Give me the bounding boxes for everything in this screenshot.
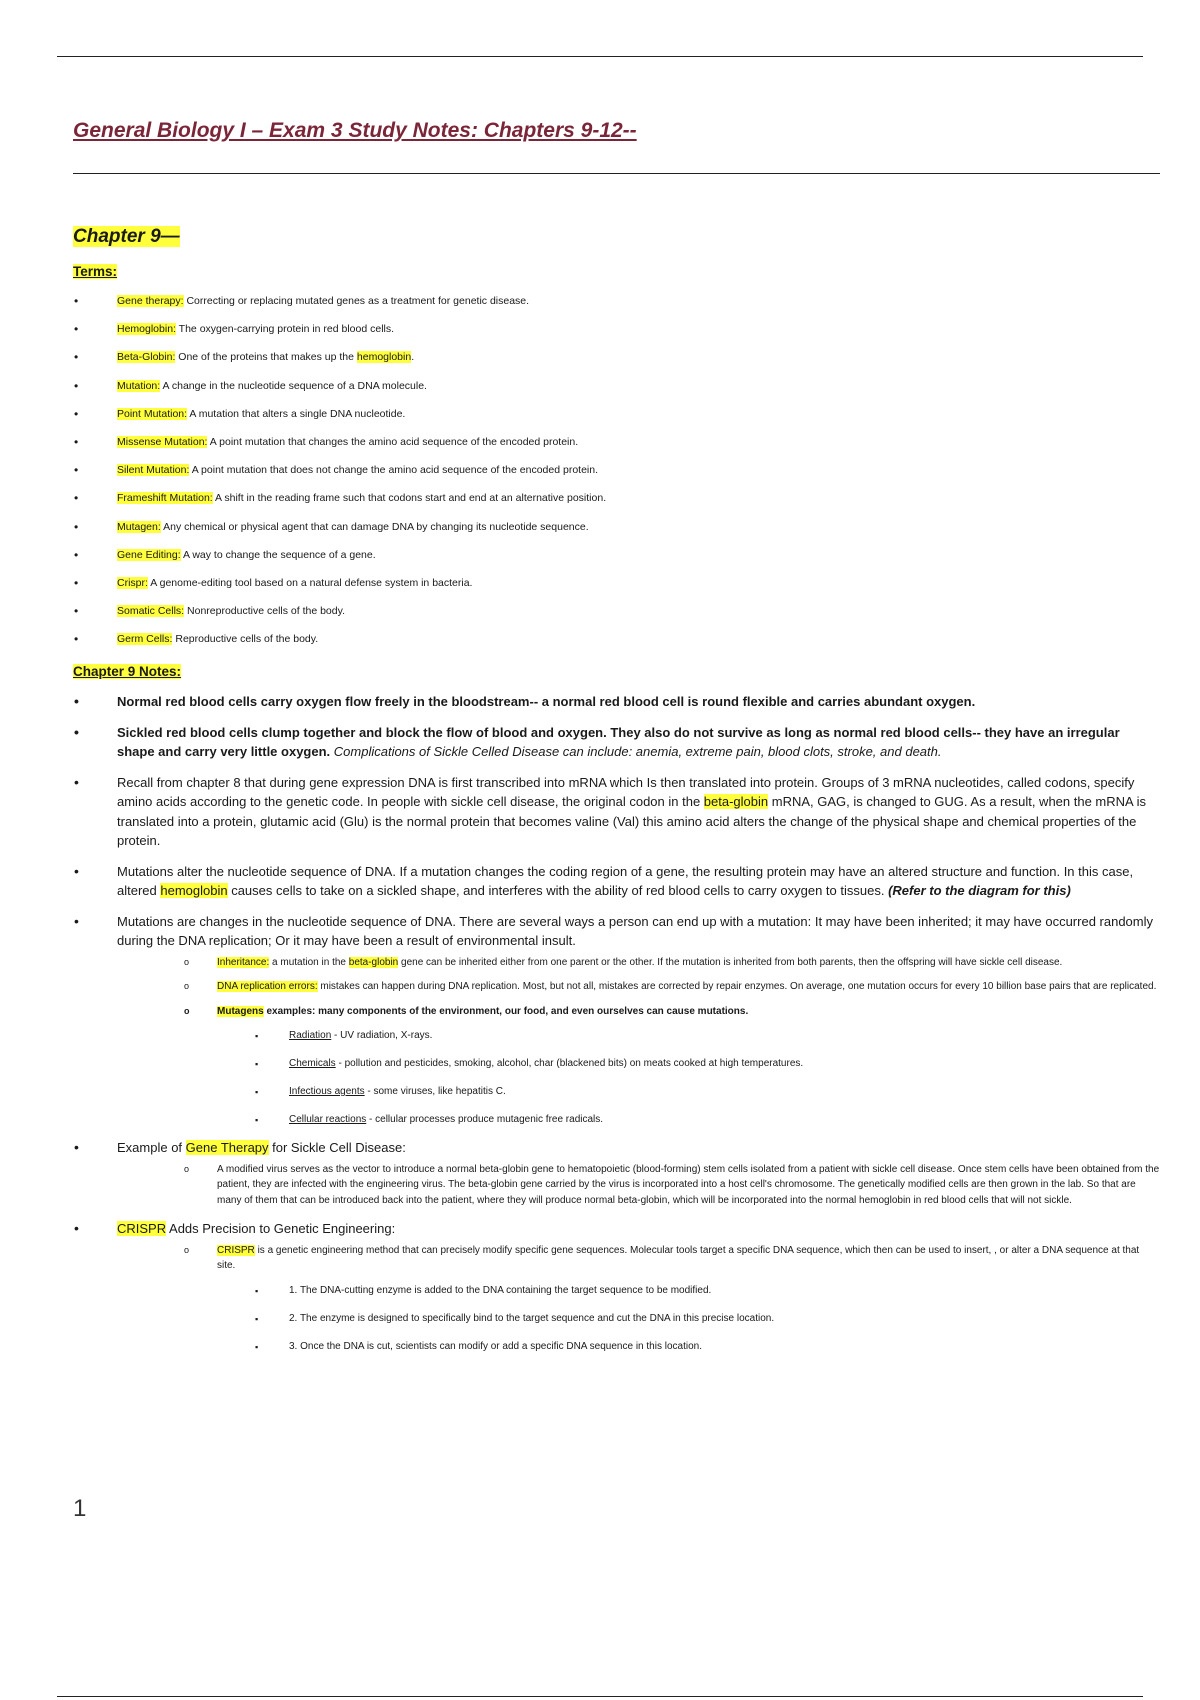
highlighted-word: beta-globin [348,956,399,968]
term-item [0,435,606,463]
term-definition: Any chemical or physical agent that can damage DNA by changing its nucleotide sequence. [160,520,589,533]
note-text: Adds Precision to Genetic Engineering: [166,1221,396,1236]
term-item [0,350,606,378]
highlighted-term: Mutagens [217,1005,264,1017]
note-text: Sickled red blood cells clump together and block the flow of blood and oxygen. They also do not survive as long as normal red blood cells-- they have an irregular shape and carry very little oxygen. [117,724,1120,759]
note-text: Mutations alter the nucleotide sequence of DNA. If a mutation changes the coding region of a gene, the resulting protein may have an altered structure and function. In this case, altered [117,863,1134,898]
note-italic-text: Complications of Sickle Celled Disease can include: anemia, extreme pain, blood clots, stroke, and death. [330,744,942,759]
mutagen-item [289,1029,1160,1043]
notes-label-text: Chapter 9 Notes: [73,664,182,679]
note-text: Mutations are changes in the nucleotide sequence of DNA. There are several ways a person can end up with a mutation: It may have been inherited; it may have occurred randomly during the DNA replication; Or it may have been a result of environmental insult. [117,913,1154,948]
term-name: Beta-Globin: [117,351,176,364]
term-item [0,632,606,660]
sub-text: mistakes can happen during DNA replication. Most, but not all, mistakes are corrected by repair enzymes. On average, one mutation occurs for every 10 billion base pairs that are replicated. [317,981,1157,992]
term-item [0,407,606,435]
crispr-step: ▪ 1. The DNA-cutting enzyme is added to the DNA containing the target sequence to be modified. [289,1284,1160,1298]
term-definition: Nonreproductive cells of the body. [184,605,346,618]
term-name: Gene therapy: [117,295,184,307]
highlighted-term: DNA replication errors: [217,981,318,992]
footer-rule [57,1696,1143,1697]
gene-therapy-list [117,1162,1160,1209]
crispr-step: ▪ 2. The enzyme is designed to specifically bind to the target sequence and cut the DNA in this precise location. [289,1312,1160,1326]
mutagen-text: - some viruses, like hepatitis C. [364,1086,506,1097]
chapter-heading-text: Chapter 9— [73,226,180,247]
term-item [0,604,606,632]
crispr-list [117,1243,1160,1354]
mutagen-item [289,1113,1160,1127]
note-text: Normal red blood cells carry oxygen flow freely in the bloodstream-- a normal red blood cell is round flexible and carries abundant oxygen. [117,694,976,709]
note-item [0,692,1160,712]
mutation-causes-list [117,955,1160,1128]
note-text-cont: causes cells to take on a sickled shape, and interferes with the ability of red blood cells to carry oxygen to tissues. [227,883,889,898]
mutagen-examples-list [217,1029,1160,1127]
mutagen-item [289,1085,1160,1099]
term-definition: A point mutation that changes the amino acid sequence of the encoded protein. [207,435,579,448]
notes-label [73,664,181,679]
term-name: Hemoglobin: [117,323,176,336]
term-item [0,548,606,576]
mutagen-name: Cellular reactions [289,1114,367,1125]
term-item [0,491,606,519]
sub-item [217,979,1160,995]
mutagen-text: - UV radiation, X-rays. [331,1030,433,1041]
mutagen-text: - cellular processes produce mutagenic free radicals. [366,1114,604,1125]
term-item [0,463,606,491]
term-name: Gene Editing: [117,548,181,561]
mutagen-name: Infectious agents [289,1086,365,1097]
term-definition: Reproductive cells of the body. [172,633,319,646]
mutagen-name: Radiation [289,1030,332,1041]
term-name: Mutagen: [117,520,161,533]
sub-item [217,1004,1160,1128]
crispr-steps-list [217,1284,1160,1354]
sub-text: examples: many components of the environment, our food, and even ourselves can cause mutations. [263,1005,749,1017]
highlighted-word: hemoglobin [356,351,412,364]
chapter-heading [73,226,180,248]
notes-list [0,692,1160,1368]
term-item [0,294,606,322]
sub-text-cont: gene can be inherited either from one parent or the other. If the mutation is inherited from both parents, then the offspring will have sickle cell disease. [398,956,1063,968]
terms-label [73,264,117,279]
term-item [0,520,606,548]
sub-item [217,1162,1160,1209]
term-definition: A point mutation that does not change the amino acid sequence of the encoded protein. [189,464,599,477]
term-definition: A change in the nucleotide sequence of a DNA molecule. [160,379,427,392]
term-name: Silent Mutation: [117,464,190,477]
term-name: Missense Mutation: [117,435,208,448]
note-item [0,723,1160,762]
term-name: Mutation: [117,379,161,392]
note-reference: (Refer to the diagram for this) [888,883,1071,898]
term-definition: The oxygen-carrying protein in red blood cells. [175,323,395,336]
term-name: Somatic Cells: [117,605,185,618]
document-title: General Biology I – Exam 3 Study Notes: Chapters 9-12-- [73,119,637,142]
highlighted-word: hemoglobin [160,883,228,898]
terms-label-text: Terms: [73,264,118,279]
header-rule [57,56,1143,57]
term-definition: One of the proteins that makes up the [175,351,357,364]
sub-text: is a genetic engineering method that can precisely modify specific gene sequences. Molecular tools target a specific DNA sequence, which then can be used to insert, , or alter a DNA sequence at that site. [217,1244,1140,1271]
page-number: 1 [73,1495,87,1522]
mutagen-name: Chemicals [289,1058,336,1069]
mutagen-text: - pollution and pesticides, smoking, alcohol, char (blackened bits) on meats cooked at high temperatures. [335,1058,804,1069]
term-item [0,576,606,604]
note-item [0,912,1160,1128]
sub-text: A modified virus serves as the vector to introduce a normal beta-globin gene to hematopoietic (blood-forming) stem cells isolated from a patient with sickle cell disease. Once stem cells have been obtained from the patient, they are infected with the engineering virus. The beta-globin gene carried by the virus is incorporated into a host cell's chromosome. The genetically modified cells are then grown in the lab. So that are many of them that can be introduced back into the patient, where they will produce normal beta-globin, which will be incorporated into the normal hemoglobin in red blood cells that will not sickle. [217,1163,1160,1206]
term-definition-end: . [411,351,415,364]
term-definition: A shift in the reading frame such that codons start and end at an alternative position. [212,492,607,505]
term-definition: A mutation that alters a single DNA nucleotide. [187,407,406,420]
note-item [0,1138,1160,1208]
term-definition: A way to change the sequence of a gene. [180,548,376,561]
note-item [0,862,1160,901]
mutagen-item [289,1057,1160,1071]
term-item [0,379,606,407]
term-item [0,322,606,350]
term-name: Frameshift Mutation: [117,492,213,505]
note-item [0,1219,1160,1354]
highlighted-word: beta-globin [703,794,769,809]
note-text: Recall from chapter 8 that during gene expression DNA is first transcribed into mRNA which Is then translated into protein. Groups of 3 mRNA nucleotides, called codons, specify amino acids according to the genetic code. In people with sickle cell disease, the original codon in the [117,774,1135,809]
term-definition: A genome-editing tool based on a natural defense system in bacteria. [147,576,473,589]
crispr-step: ▪ 3. Once the DNA is cut, scientists can modify or add a specific DNA sequence in this location. [289,1340,1160,1354]
highlighted-word: CRISPR [117,1221,167,1236]
note-item [0,773,1160,851]
note-text-cont: mRNA, GAG, is changed to GUG. As a result, when the mRNA is translated into a protein, glutamic acid (Glu) is the normal protein that becomes valine (Val) this amino acid alters the change of the physical shape and chemical properties of the protein. [117,794,1146,848]
terms-list [0,294,606,660]
term-name: Germ Cells: [117,633,173,646]
sub-item [217,1243,1160,1354]
term-name: Crispr: [117,576,148,589]
note-text-cont: for Sickle Cell Disease: [268,1140,406,1155]
term-name: Point Mutation: [117,407,188,420]
sub-item [217,955,1160,971]
term-definition: Correcting or replacing mutated genes as a treatment for genetic disease. [183,295,530,307]
note-text: Example of [117,1140,186,1155]
highlighted-term: Inheritance: [217,956,270,968]
sub-text: a mutation in the [269,956,349,968]
highlighted-word: Gene Therapy [185,1140,269,1155]
highlighted-term: CRISPR [217,1244,255,1256]
title-rule [73,173,1160,174]
